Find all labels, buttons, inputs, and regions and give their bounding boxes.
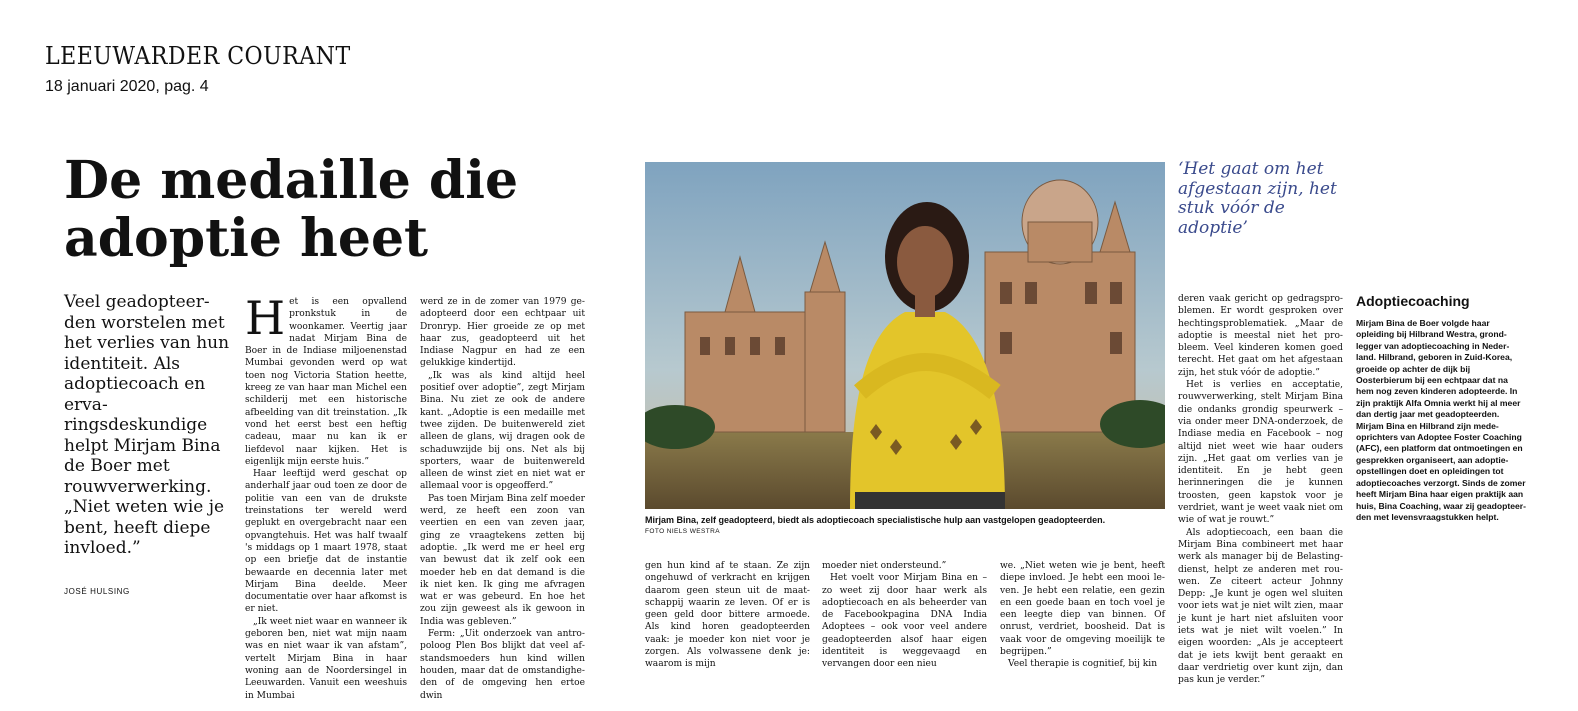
article-column-3 [645,560,810,671]
paragraph: moeder niet ondersteund.” [822,561,947,571]
paragraph: werd ze in de zomer van 1979 geadopteerd door een echtpaar uit Dronryp. Hier groeide ze op met haar zus, geadopteerd uit het Indiase Nagpur en had ze een gelukkige kindertijd. [420,297,585,369]
paragraph: et is een opvallend pronkstuk in de woonkamer. Veertig jaar nadat Mirjam Bina de Boer in de Indiase miljoenenstad Mumbai gevonden werd op wat toen nog Victoria Station heette, kreeg ze van haar man Michel een schilderij met een historische afbeelding van dit treinstation. „Ik vond het eerst best een heftig cadeau, maar nu kan ik er liefdevol naar kijken. Het is eigenlijk mijn eerste huis.” [245,297,407,467]
photo-illustration [645,162,1165,509]
dateline: 18 januari 2020, pag. 4 [45,78,209,95]
photo-caption: Mirjam Bina, zelf geadopteerd, biedt als adoptiecoach specialistische hulp aan vastgelopen geadopteerden. [645,515,1106,525]
article-photo [645,162,1165,509]
paragraph: Ferm: „Uit onderzoek van antropoloog Plen Bos blijkt dat veel afstandsmoeders hun kind willen houden, maar dat de omstandigheden of de omgeving hen ertoe dwin [420,629,585,701]
article-column-1 [245,291,407,702]
paragraph: we. „Niet weten wie je bent, heeft diepe invloed. Je hebt een mooi leven. Je hebt een relatie, een gezin en een goede baan en toch voel je een leegte diep van binnen. Of onrust, verdriet, boosheid. Dat is vaak voor de omgeving moeilijk te begrijpen.” [1000,561,1165,658]
byline: JOSÉ HULSING [64,587,130,596]
paragraph: „Ik weet niet waar en wanneer ik geboren ben, niet wat mijn naam was en niet waar ik van afstam”, vertelt Mirjam Bina in haar woning aan de Noordersingel in Leeuwarden. Vanuit een weeshuis in Mumbai [245,616,407,701]
paragraph: „Ik was als kind altijd heel positief over adoptie”, zegt Mirjam Bina. Nu ziet ze ook de andere kant. „Adoptie is een medaille met twee zijden. De buitenwereld ziet alleen de glans, wij dragen ook de schaduwzijde bij ons. Net als bij sporters, waar de buitenwereld alleen de winst ziet en niet wat er allemaal voor is opgeofferd.” [420,370,585,492]
paragraph: Als adoptiecoach, een baan die Mirjam Bina combineert met haar werk als manager bij de Belastingdienst, helpt ze anderen met rouwen. Ze citeert acteur Johnny Depp: „Je kunt je ogen wel sluiten voor iets wat je niet wilt zien, maar je kunt je hart niet afsluiten voor iets wat je niet wilt voelen.” In eigen woorden: „Als je accepteert dat je iets kwijt bent geraakt en daar verdrietig over kunt zijn, dan pas kun je verder.” [1178,527,1343,686]
sidebox-text: Mirjam Bina de Boer volgde haar opleiding bij Hilbrand Westra, grondlegger van adoptiecoaching in Nederland. Hilbrand, geboren in Zuid-Korea, groeide op achter de dijk bij Oosterbierum bij een echtpaar dat na hem nog zeven kinderen adopteerde. In zijn praktijk Alfa Omnia werkt hij al meer dan dertig jaar met geadopteerden. Mirjam Bina en Hilbrand zijn mede-oprichters van Adoptee Foster Coaching (AFC), een platform dat ontmoetingen en gesprekken organiseert, aan adoptie-opstellingen doet en opleidingen tot adoptiecoaches verzorgt. Sinds de zomer heeft Mirjam Bina haar eigen praktijk aan huis, Bina Coaching, waar zij geadopteerden met levensvraagstukken helpt. [1356,318,1527,522]
paragraph: Het voelt voor Mirjam Bina en – zo weet zij door haar werk als adoptiecoach en als beheerder van de Facebookpagina DNA India Adoptees – ook voor veel andere geadopteerden alsof haar eigen identiteit is weggevaagd en vervangen door een nieu [822,573,987,670]
pull-quote: ‘Het gaat om het afgestaan zijn, het stuk vóór de adoptie’ [1178,159,1337,238]
paragraph: Pas toen Mirjam Bina zelf moeder werd, ze heeft een zoon van veertien en een van zeven jaar, ging ze vraagtekens zetten bij adoptie. „Ik werd me er heel erg van bewust dat ik zelf ook een moeder heb en dat demand is die ik niet ken. Ik ging me afvragen wat er was gebeurd. En hoe het zou zijn geweest als ik gewoon in India was gebleven.” [420,493,585,627]
paragraph: Veel therapie is cognitief, bij kin [1008,659,1158,670]
paragraph: Het is verlies en acceptatie, rouwverwerking, stelt Mirjam Bina die ondanks grondig speurwerk – via onder meer DNA-onderzoek, de Indiase media en Facebook – nog altijd niet weet wie haar ouders zijn. „Het gaat om verlies van je identiteit. En je hebt geen herinneringen die je kunnen troosten, geen kapstok voor je verdriet, want je weet vaak niet om wie of wat je rouwt.” [1178,380,1343,526]
article-column-6 [1178,293,1343,687]
masthead: LEEUWARDER COURANT [45,42,351,70]
headline: De medaille die adoptie heet [64,150,519,269]
article-column-5 [1000,560,1165,671]
intro-text: Veel geadopteerden worstelen met het verlies van hun identiteit. Als adoptiecoach en ervaringsdeskundige helpt Mirjam Bina de Boer met rouwverwerking. „Niet weten wie je bent, heeft diepe invloed.” [64,292,230,558]
paragraph: Haar leeftijd werd geschat op anderhalf jaar oud toen ze door de politie van een van de drukste treinstations ter wereld werd geplukt en overgebracht naar een opvangtehuis. Het was half twaalf 's middags op 1 maart 1978, staat op een briefje dat de instantie bewaarde en decennia later met Mirjam Bina deelde. Meer documentatie over haar afkomst is er niet. [245,469,407,615]
article-column-2 [420,296,585,702]
sidebox-title: Adoptiecoaching [1356,293,1470,309]
drop-cap: H [245,291,286,345]
paragraph: deren vaak gericht op gedragsproblemen. Er wordt gesproken over hechtingsproblematiek. „Maar de adoptie is meestal niet het probleem. Veel kinderen komen goed terecht. Het gaat om het afgestaan zijn, het stuk vóór de adoptie.” [1178,294,1343,378]
photo-credit: FOTO NIELS WESTRA [645,528,720,535]
article-column-4 [822,560,987,671]
paragraph: gen hun kind af te staan. Ze zijn ongehuwd of verkracht en krijgen daarom geen steun uit de maatschappij waarin ze leven. Of er is geen geld door bittere armoede. Als kind horen geadopteerden vaak: je moeder kon niet voor je zorgen. Als volwassene denk je: waarom is mijn [645,561,810,670]
